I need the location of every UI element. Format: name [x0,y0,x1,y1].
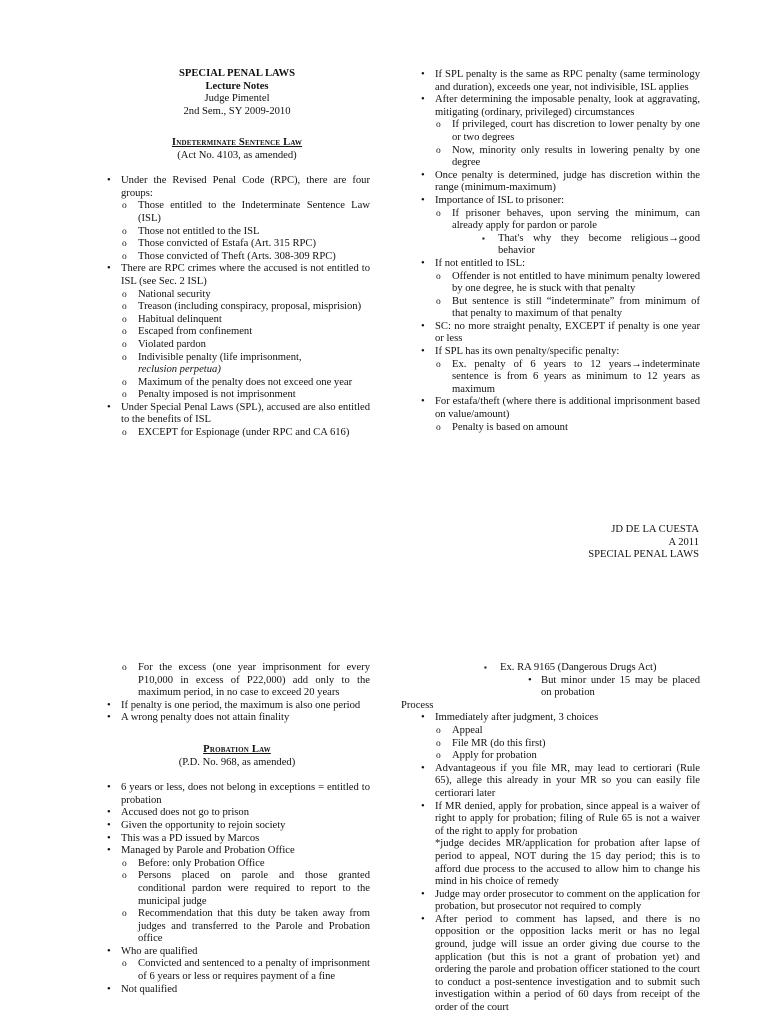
list-item: • Immediately after judgment, 3 choices o Appeal o File MR (do this first) o Apply for probation [418,712,700,762]
author-class: A 2011 [668,536,699,548]
list-item: o Convicted and sentenced to a penalty of imprisonment of 6 years or less or requires payment of a fine [121,958,370,983]
footer-subject: SPECIAL PENAL LAWS [588,549,699,561]
document-subtitle: Lecture Notes [205,80,269,92]
list-item: • Not qualified [104,984,370,997]
process-list [418,712,700,1014]
list-item: • But minor under 15 may be placed on probation [527,675,700,700]
list-item: o Apply for probation [435,750,700,763]
left-column-top [104,68,370,440]
list-item: • Under Special Penal Laws (SPL), accused are also entitled to the benefits of ISL o EXCEPT for Espionage (under RPC and CA 616) [104,402,370,440]
list-item: • If MR denied, apply for probation, since appeal is a waiver of right to apply for probation; filing of Rule 65 is not a waiver of the right to apply for probation *judge decides MR/application for probation after lapse of period to appeal, NOT during the 15 day period; this is to afford due process to the accused to allow him to change his mind in his choice of remedy [418,801,700,889]
period-list [104,700,370,725]
list-item: o Those convicted of Theft (Arts. 308-309 RPC) [121,251,370,264]
isl-act: (Act No. 4103, as amended) [177,149,297,161]
semester: 2nd Sem., SY 2009-2010 [183,105,291,117]
list-item: • If penalty is one period, the maximum is also one period [104,700,370,713]
list-item: • After period to comment has lapsed, and there is no opposition or the opposition lacks merit or has no legal ground, judge will issue an order giving due course to the application (but this is not a grant of probation yet) and ordering the parole and probation officer stationed to the court to conduct a post-sentence investigation and to submit such investigation within a period of 60 days from receipt of the order of the court [418,914,700,1015]
list-item: o Now, minority only results in lowering penalty by one degree [435,145,700,170]
process-label: Process [401,699,434,711]
list-item: o Offender is not entitled to have minimum penalty lowered by one degree, he is stuck with that penalty [435,271,700,296]
list-item: o File MR (do this first) [435,738,700,751]
isl-list [104,175,370,439]
list-item: • If not entitled to ISL: o Offender is not entitled to have minimum penalty lowered by one degree, he is stuck with that penalty o But sentence is still “indeterminate” from minimum of that penalty to maximum of that penalty [418,258,700,321]
list-item: o Penalty imposed is not imprisonment [121,389,370,402]
list-item: o Those not entitled to the ISL [121,226,370,239]
judge-name: Judge Pimentel [204,93,270,104]
exception-sub-list [401,675,700,700]
list-item: o Those convicted of Estafa (Art. 315 RPC) [121,238,370,251]
list-item: • Once penalty is determined, judge has discretion within the range (minimum-maximum) [418,170,700,195]
list-item: • This was a PD issued by Marcos [104,833,370,846]
probation-list [104,782,370,996]
list-item: ▪ Ex. RA 9165 (Dangerous Drugs Act) [483,662,700,675]
right-column-top [418,69,700,434]
list-item: o Violated pardon [121,339,370,352]
author-name: JD DE LA CUESTA [611,524,699,535]
list-item: o But sentence is still “indeterminate” from minimum of that penalty to maximum of that penalty [435,296,700,321]
isl-continued-list [418,69,700,434]
list-item: • Accused does not go to prison [104,807,370,820]
list-item: o For the excess (one year imprisonment for every P10,000 in excess of P22,000) add only to the maximum period, in no case to exceed 20 years [121,662,370,700]
list-item: o Appeal [435,725,700,738]
list-item: o If privileged, court has discretion to lower penalty by one or two degrees [435,119,700,144]
list-item: • For estafa/theft (where there is additional imprisonment based on value/amount) o Penalty is based on amount [418,396,700,434]
list-item: • Advantageous if you file MR, may lead to certiorari (Rule 65), allege this already in your MR so you can easily file certiorari later [418,763,700,801]
isl-heading-block [104,137,370,162]
probation-heading: Probation Law [203,743,271,755]
list-item: • If SPL penalty is the same as RPC penalty (same terminology and duration), exceeds one year, not indivisible, ISL applies [418,69,700,94]
list-item: • Judge may order prosecutor to comment on the application for probation, but prosecutor not required to comply [418,889,700,914]
list-item: o Before: only Probation Office [121,858,370,871]
list-item: • Managed by Parole and Probation Office o Before: only Probation Office o Persons placed on parole and those granted conditional pardon were required to report to the municipal judge o Recommendation that this duty be taken away from judges and transferred to the Parole and Probation office [104,845,370,946]
probation-decree: (P.D. No. 968, as amended) [178,756,296,768]
list-item: • 6 years or less, does not belong in exceptions = entitled to probation [104,782,370,807]
list-item: • Under the Revised Penal Code (RPC), there are four groups: o Those entitled to the Indeterminate Sentence Law (ISL) o Those not entitled to the ISL o Those convicted of Estafa (Art. 315 RPC) o Those convicted of Theft (Arts. 308-309 RPC) [104,175,370,263]
list-item: • Who are qualified o Convicted and sentenced to a penalty of imprisonment of 6 years or less or requires payment of a fine [104,946,370,984]
list-item: o Indivisible penalty (life imprisonment, reclusion perpetua) [121,352,370,377]
list-item: • SC: no more straight penalty, EXCEPT if penalty is one year or less [418,321,700,346]
list-item: • Importance of ISL to prisoner: o If prisoner behaves, upon serving the minimum, can already apply for pardon or parole ▪ That's why they become religious→good behavior [418,195,700,258]
list-item: • Given the opportunity to rejoin society [104,820,370,833]
isl-heading: Indeterminate Sentence Law [171,137,303,148]
list-item: o If prisoner behaves, upon serving the minimum, can already apply for pardon or parole ▪ That's why they become religious→good behavior [435,208,700,258]
list-item: o EXCEPT for Espionage (under RPC and CA 616) [121,427,370,440]
list-item: • There are RPC crimes where the accused is not entitled to ISL (see Sec. 2 ISL) o National security o Treason (including conspiracy, proposal, misprision) o Habitual delinquent o Escaped from confinement o Violated pardon o Indivisible penalty (life imprisonment, reclusion perpetua) o Maximum of the penalty does not exceed one year o Penalty imposed is not imprisonment [104,263,370,402]
list-item: o Recommendation that this duty be taken away from judges and transferred to the Parole and Probation office [121,908,370,946]
list-item: o Ex. penalty of 6 years to 12 years→indeterminate sentence is from 6 years as minimum to 12 years as maximum [435,359,700,397]
right-column-bottom [401,662,700,1015]
list-item: o Penalty is based on amount [435,422,700,435]
list-item: o Persons placed on parole and those granted conditional pardon were required to report to the municipal judge [121,870,370,908]
list-item: o Maximum of the penalty does not exceed one year [121,377,370,390]
excess-list [104,662,370,700]
list-item: • A wrong penalty does not attain finality [104,712,370,725]
page-footer [500,524,699,562]
exception-example-list [401,662,700,675]
probation-heading-block [104,744,370,769]
list-item: • After determining the imposable penalty, look at aggravating, mitigating (ordinary, privileged) circumstances o If privileged, court has discretion to lower penalty by one or two degrees o Now, minority only results in lowering penalty by one degree [418,94,700,170]
list-item: ▪ That's why they become religious→good behavior [481,233,700,258]
list-item: • If SPL has its own penalty/specific penalty: o Ex. penalty of 6 years to 12 years→indeterminate sentence is from 6 years as minimum to 12 years as maximum [418,346,700,396]
list-item: o Those entitled to the Indeterminate Sentence Law (ISL) [121,200,370,225]
list-item: o Escaped from confinement [121,326,370,339]
left-column-bottom [104,662,370,996]
document-header [104,68,370,118]
list-item: o National security [121,289,370,302]
list-item: o Treason (including conspiracy, proposal, misprision) [121,301,370,314]
list-item: o Habitual delinquent [121,314,370,327]
document-title: SPECIAL PENAL LAWS [179,68,295,79]
